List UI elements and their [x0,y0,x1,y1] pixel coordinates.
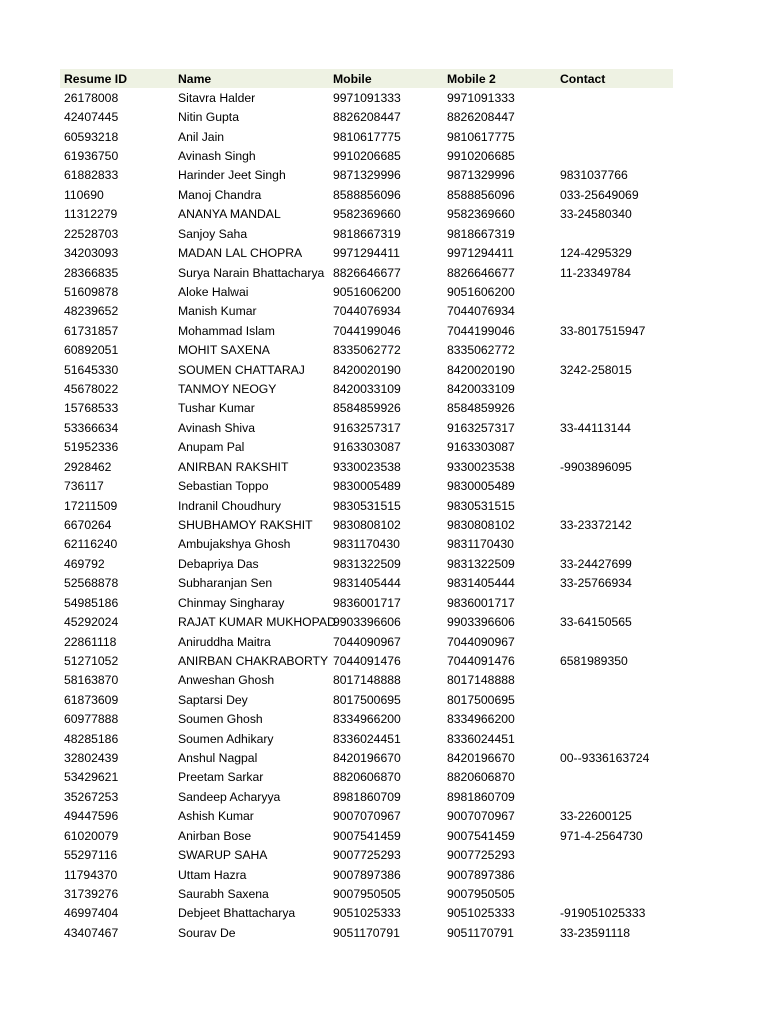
cell-mobile-2: 8826646677 [447,265,515,280]
cell-contact: 33-64150565 [560,615,632,630]
cell-name: Avinash Singh [178,148,256,163]
cell-name: Sandeep Acharyya [178,789,281,804]
cell-resume-id: 22528703 [64,226,119,241]
cell-resume-id: 28366835 [64,265,119,280]
cell-mobile-2: 8334966200 [447,712,515,727]
cell-mobile-2: 7044076934 [447,304,515,319]
cell-name: Soumen Adhikary [178,731,274,746]
cell-name: Sourav De [178,925,236,940]
header-name: Name [178,71,212,86]
cell-name: Sitavra Halder [178,90,256,105]
cell-resume-id: 17211509 [64,498,118,513]
cell-mobile: 9910206685 [333,148,401,163]
cell-contact: 00--9336163724 [560,751,650,766]
cell-resume-id: 51271052 [64,653,119,668]
cell-mobile: 8420196670 [333,751,401,766]
cell-contact: 33-23372142 [560,517,632,532]
table-row [60,651,673,670]
cell-resume-id: 736117 [64,479,104,494]
cell-mobile-2: 9007950505 [447,887,515,901]
cell-resume-id: 62116240 [64,537,118,552]
cell-mobile: 9007950505 [333,887,401,901]
cell-name: Manoj Chandra [178,187,262,202]
cell-contact: 033-25649069 [560,187,639,202]
cell-mobile: 9007897386 [333,867,401,882]
cell-mobile-2: 9051170791 [447,925,514,940]
header-contact: Contact [560,71,606,86]
cell-resume-id: 60593218 [64,129,119,144]
cell-resume-id: 51609878 [64,284,119,299]
cell-name: Sebastian Toppo [178,479,269,494]
cell-resume-id: 43407467 [64,925,119,940]
cell-mobile: 9971091333 [333,90,401,105]
cell-mobile-2: 9163257317 [447,420,515,435]
table-row [60,302,673,321]
cell-name: Debjeet Bhattacharya [178,906,296,921]
table-row [60,379,673,398]
cell-mobile: 9971294411 [333,246,400,261]
cell-resume-id: 58163870 [64,673,119,688]
table-row [60,166,673,185]
cell-name: Soumen Ghosh [178,712,263,727]
table-row [60,107,673,126]
cell-contact: 33-24580340 [560,207,632,222]
table-row [60,787,673,806]
cell-mobile: 9051170791 [333,925,400,940]
cell-contact: 33-23591118 [560,925,631,940]
cell-mobile-2: 9330023538 [447,459,515,474]
cell-mobile: 9582369660 [333,207,401,222]
cell-name: MADAN LAL CHOPRA [178,246,303,261]
cell-name: Anshul Nagpal [178,751,258,766]
table-row [60,360,673,379]
cell-mobile: 8584859926 [333,401,401,416]
cell-mobile: 9831405444 [333,576,401,591]
cell-mobile-2: 9051025333 [447,906,515,921]
cell-name: Avinash Shiva [178,420,256,435]
table-row [60,923,673,942]
cell-mobile: 9007725293 [333,848,401,863]
table-row [60,632,673,651]
cell-mobile: 8820606870 [333,770,401,785]
cell-name: Harinder Jeet Singh [178,168,286,183]
cell-mobile: 9051606200 [333,284,401,299]
cell-resume-id: 34203093 [64,246,119,261]
cell-contact: 33-8017515947 [560,323,646,338]
cell-name: SHUBHAMOY RAKSHIT [178,517,313,532]
table-row [60,496,673,515]
cell-contact: 6581989350 [560,653,628,668]
cell-mobile-2: 9831405444 [447,576,515,591]
cell-contact: 33-24427699 [560,556,632,571]
cell-mobile: 8588856096 [333,187,401,202]
table-row [60,690,673,709]
cell-resume-id: 53429621 [64,770,119,785]
cell-mobile: 8420033109 [333,382,401,397]
cell-mobile-2: 8420196670 [447,751,515,766]
cell-resume-id: 46997404 [64,906,119,921]
cell-mobile-2: 8981860709 [447,789,515,804]
table-row [60,399,673,418]
table-row [60,224,673,243]
table-row [60,146,673,165]
cell-mobile-2: 9007725293 [447,848,515,863]
cell-resume-id: 60977888 [64,712,119,727]
cell-resume-id: 51645330 [64,362,119,377]
cell-resume-id: 48285186 [64,731,119,746]
cell-resume-id: 469792 [64,556,105,571]
cell-mobile-2: 9007541459 [447,828,515,843]
cell-name: Manish Kumar [178,304,257,319]
table-row [60,476,673,495]
table-row [60,185,673,204]
table-row [60,593,673,612]
table-row [60,554,673,573]
cell-mobile: 9903396606 [333,615,401,630]
cell-mobile-2: 9971091333 [447,90,515,105]
table-row [60,768,673,787]
cell-mobile-2: 8820606870 [447,770,515,785]
cell-resume-id: 15768533 [64,401,119,416]
cell-mobile: 8017148888 [333,673,401,688]
cell-mobile-2: 7044090967 [447,634,515,649]
cell-resume-id: 61882833 [64,168,119,183]
cell-resume-id: 61873609 [64,692,119,707]
cell-mobile-2: 9007897386 [447,867,515,882]
cell-mobile: 9818667319 [333,226,401,241]
cell-resume-id: 110690 [64,187,104,202]
table-row [60,321,673,340]
cell-contact: 33-44113144 [560,420,631,435]
cell-resume-id: 61020079 [64,828,119,843]
cell-resume-id: 22861118 [64,634,117,649]
table-row [60,438,673,457]
cell-name: SOUMEN CHATTARAJ [178,362,305,377]
cell-name: ANIRBAN RAKSHIT [178,459,289,474]
cell-mobile: 9163303087 [333,440,401,455]
cell-mobile: 7044199046 [333,323,401,338]
cell-name: Saurabh Saxena [178,887,269,901]
cell-mobile-2: 8420033109 [447,382,515,397]
cell-resume-id: 51952336 [64,440,119,455]
cell-mobile-2: 7044091476 [447,653,515,668]
table-row [60,865,673,884]
cell-resume-id: 45678022 [64,382,119,397]
cell-resume-id: 11794370 [64,867,118,882]
cell-contact: 33-25766934 [560,576,632,591]
cell-name: Debapriya Das [178,556,259,571]
cell-mobile: 9007541459 [333,828,401,843]
cell-resume-id: 42407445 [64,110,119,125]
table-row [60,612,673,631]
cell-resume-id: 26178008 [64,90,119,105]
table-row [60,340,673,359]
cell-mobile: 8335062772 [333,343,401,358]
cell-resume-id: 11312279 [64,207,118,222]
cell-resume-id: 31739276 [64,887,119,901]
cell-mobile-2: 8335062772 [447,343,515,358]
cell-name: Ashish Kumar [178,809,254,824]
cell-contact: 33-22600125 [560,809,632,824]
cell-name: ANANYA MANDAL [178,207,281,222]
cell-resume-id: 55297116 [64,848,118,863]
cell-contact: -9903896095 [560,459,632,474]
cell-contact: 3242-258015 [560,362,632,377]
cell-mobile: 9163257317 [333,420,401,435]
cell-mobile-2: 8420020190 [447,362,515,377]
cell-resume-id: 54985186 [64,595,119,610]
cell-name: ANIRBAN CHAKRABORTY [178,653,329,668]
cell-name: SWARUP SAHA [178,848,268,863]
cell-resume-id: 48239652 [64,304,119,319]
table-row [60,515,673,534]
cell-mobile-2: 7044199046 [447,323,515,338]
table-row [60,884,673,903]
cell-mobile-2: 9051606200 [447,284,515,299]
cell-contact: 124-4295329 [560,246,632,261]
cell-name: Aloke Halwai [178,284,249,299]
cell-name: Ambujakshya Ghosh [178,537,291,552]
cell-resume-id: 49447596 [64,809,119,824]
cell-mobile: 8981860709 [333,789,401,804]
cell-mobile: 9831322509 [333,556,401,571]
cell-mobile-2: 9910206685 [447,148,515,163]
table-row [60,826,673,845]
cell-mobile-2: 8588856096 [447,187,515,202]
table-body [60,88,673,943]
cell-resume-id: 61731857 [64,323,119,338]
cell-resume-id: 2928462 [64,459,112,474]
cell-resume-id: 53366634 [64,420,119,435]
cell-name: Indranil Choudhury [178,498,281,513]
table-row [60,710,673,729]
header-mobile-2: Mobile 2 [447,71,496,86]
cell-mobile-2: 9836001717 [447,595,515,610]
cell-mobile: 9871329996 [333,168,401,183]
cell-contact: -919051025333 [560,906,646,921]
cell-name: Surya Narain Bhattacharya [178,265,325,280]
table-row [60,263,673,282]
cell-mobile: 9831170430 [333,537,400,552]
cell-name: Subharanjan Sen [178,576,273,591]
cell-mobile: 7044090967 [333,634,401,649]
table-row [60,243,673,262]
table-row [60,729,673,748]
cell-mobile-2: 9831322509 [447,556,515,571]
cell-mobile: 9810617775 [333,129,401,144]
cell-name: Saptarsi Dey [178,692,248,707]
table-row [60,88,673,107]
cell-mobile-2: 9582369660 [447,207,515,222]
cell-mobile-2: 9830531515 [447,498,515,513]
cell-resume-id: 45292024 [64,615,119,630]
cell-mobile: 9330023538 [333,459,401,474]
cell-mobile-2: 8017148888 [447,673,515,688]
cell-resume-id: 61936750 [64,148,119,163]
cell-resume-id: 35267253 [64,789,119,804]
cell-mobile: 7044076934 [333,304,401,319]
cell-mobile: 9007070967 [333,809,401,824]
cell-mobile-2: 9830005489 [447,479,515,494]
cell-name: TANMOY NEOGY [178,382,277,397]
cell-mobile-2: 9818667319 [447,226,515,241]
cell-name: Sanjoy Saha [178,226,248,241]
cell-mobile: 8336024451 [333,731,401,746]
table-row [60,845,673,864]
table-header-row [60,69,673,88]
cell-mobile-2: 9831170430 [447,537,514,552]
table-row [60,535,673,554]
cell-mobile: 7044091476 [333,653,401,668]
table-row [60,748,673,767]
table-row [60,807,673,826]
cell-resume-id: 32802439 [64,751,119,766]
cell-name: Anil Jain [178,129,225,144]
cell-mobile: 9051025333 [333,906,401,921]
cell-mobile-2: 9830808102 [447,517,515,532]
cell-contact: 11-23349784 [560,265,631,280]
table-row [60,127,673,146]
cell-mobile-2: 9810617775 [447,129,515,144]
table-row [60,671,673,690]
table-row [60,282,673,301]
cell-mobile-2: 8017500695 [447,692,515,707]
cell-mobile-2: 9871329996 [447,168,515,183]
cell-mobile: 8334966200 [333,712,401,727]
cell-resume-id: 52568878 [64,576,119,591]
cell-name: Uttam Hazra [178,867,247,882]
cell-name: Preetam Sarkar [178,770,264,785]
cell-mobile: 9830005489 [333,479,401,494]
table-row [60,418,673,437]
cell-mobile-2: 8826208447 [447,110,515,125]
cell-name: Anupam Pal [178,440,245,455]
resume-table [60,69,673,943]
cell-name: Mohammad Islam [178,323,275,338]
cell-name: Aniruddha Maitra [178,634,271,649]
table-row [60,904,673,923]
cell-name: MOHIT SAXENA [178,343,270,358]
cell-mobile: 8420020190 [333,362,401,377]
cell-contact: 971-4-2564730 [560,828,643,843]
cell-resume-id: 6670264 [64,517,112,532]
table-row [60,205,673,224]
cell-mobile: 9830531515 [333,498,401,513]
cell-name: Tushar Kumar [178,401,255,416]
cell-mobile: 9836001717 [333,595,401,610]
cell-mobile-2: 9903396606 [447,615,515,630]
cell-name: RAJAT KUMAR MUKHOPAD [178,615,336,630]
header-resume-id: Resume ID [64,71,127,86]
cell-mobile-2: 8584859926 [447,401,515,416]
cell-name: Nitin Gupta [178,110,239,125]
cell-name: Anirban Bose [178,828,252,843]
cell-mobile: 8826208447 [333,110,401,125]
cell-mobile: 8826646677 [333,265,401,280]
cell-name: Anweshan Ghosh [178,673,275,688]
cell-mobile: 9830808102 [333,517,401,532]
cell-mobile: 8017500695 [333,692,401,707]
cell-mobile-2: 9007070967 [447,809,515,824]
cell-contact: 9831037766 [560,168,628,183]
table-row [60,574,673,593]
cell-mobile-2: 9163303087 [447,440,515,455]
cell-mobile-2: 8336024451 [447,731,515,746]
cell-mobile-2: 9971294411 [447,246,514,261]
cell-name: Chinmay Singharay [178,595,285,610]
header-mobile: Mobile [333,71,372,86]
cell-resume-id: 60892051 [64,343,119,358]
table-row [60,457,673,476]
